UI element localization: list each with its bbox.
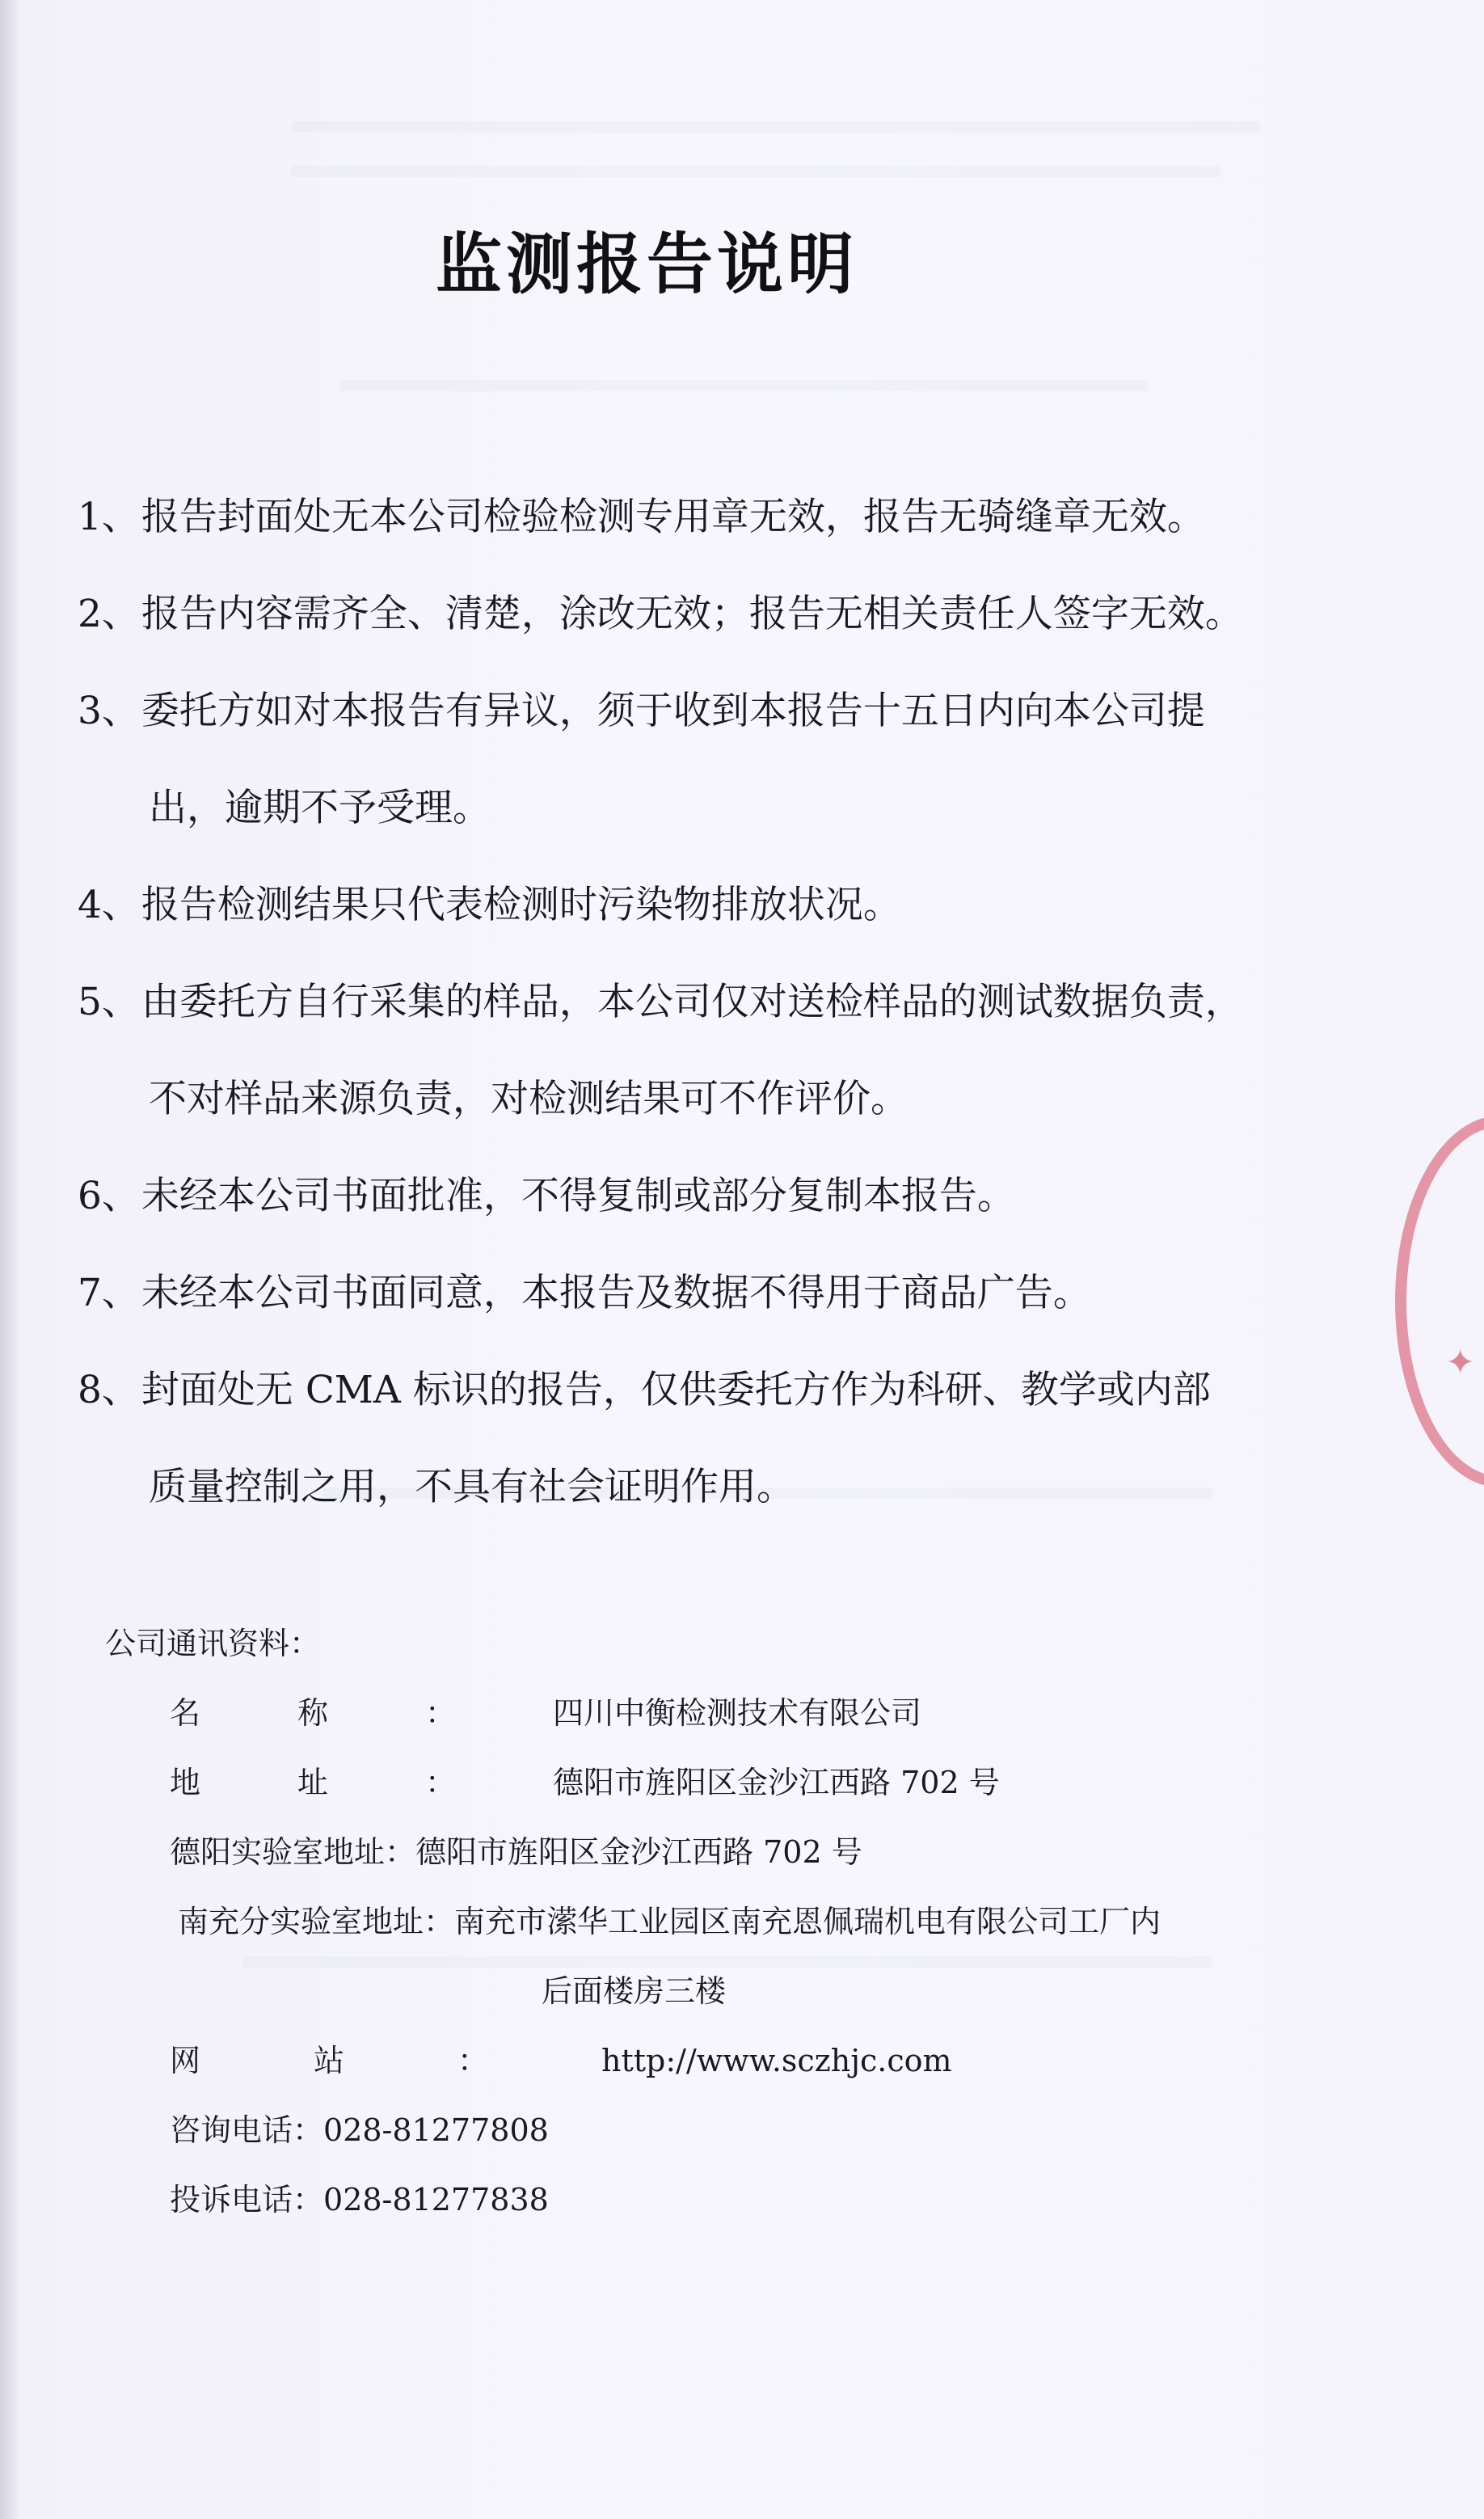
note-number: 8、 xyxy=(78,1368,140,1412)
contact-row-complaint xyxy=(105,2165,1161,2234)
note-text: 报告内容需齐全、清楚，涂改无效；报告无相关责任人签字无效。 xyxy=(141,592,1243,636)
show-through-line xyxy=(291,121,1261,133)
address-label: 地址： xyxy=(170,1765,554,1800)
note-text: 委托方如对本报告有异议，须于收到本报告十五日内向本公司提 xyxy=(141,689,1205,733)
complaint-phone-label: 投诉电话： xyxy=(170,2182,324,2217)
contact-row-website xyxy=(105,2026,1161,2095)
note-text: 未经本公司书面批准，不得复制或部分复制本报告。 xyxy=(141,1174,1015,1218)
nanchong-lab-address: 南充市潆华工业园区南充恩佩瑞机电有限公司工厂内 xyxy=(454,1904,1161,1939)
company-address: 德阳市旌阳区金沙江西路 702 号 xyxy=(553,1765,1000,1800)
company-name: 四川中衡检测技术有限公司 xyxy=(553,1695,922,1731)
consult-phone: 028-81277808 xyxy=(323,2112,549,2148)
contact-heading: 公司通讯资料： xyxy=(105,1626,321,1661)
contact-row-consult xyxy=(105,2095,1161,2165)
seal-fragment-icon: ✦ xyxy=(1440,1342,1481,1383)
consult-phone-label: 咨询电话： xyxy=(170,2112,324,2148)
website-label: 网站： xyxy=(170,2043,602,2078)
complaint-phone: 028-81277838 xyxy=(323,2182,549,2217)
note-text: 报告检测结果只代表检测时污染物排放状况。 xyxy=(141,883,901,927)
note-number: 4、 xyxy=(78,883,140,927)
company-name-label: 名称： xyxy=(170,1695,554,1731)
contact-row-deyang-lab xyxy=(105,1817,1161,1887)
note-item xyxy=(78,1148,1274,1245)
page-title: 监测报告说明 xyxy=(435,226,858,303)
note-number: 2、 xyxy=(78,592,140,636)
company-contact-section xyxy=(105,1609,1161,2234)
deyang-lab-label: 德阳实验室地址： xyxy=(170,1834,416,1870)
nanchong-lab-label: 南充分实验室地址： xyxy=(178,1904,455,1939)
note-number: 3、 xyxy=(78,689,140,733)
note-number: 1、 xyxy=(78,495,140,539)
note-text: 未经本公司书面同意，本报告及数据不得用于商品广告。 xyxy=(141,1271,1091,1315)
note-text: 由委托方自行采集的样品，本公司仅对送检样品的测试数据负责， xyxy=(141,980,1243,1024)
note-number: 5、 xyxy=(78,980,140,1024)
note-item xyxy=(78,663,1274,857)
note-item xyxy=(78,566,1274,663)
note-item xyxy=(78,469,1274,566)
show-through-line xyxy=(339,380,1148,391)
note-text: 报告封面处无本公司检验检测专用章无效，报告无骑缝章无效。 xyxy=(141,495,1205,539)
note-item xyxy=(78,954,1274,1148)
note-continuation: 质量控制之用，不具有社会证明作用。 xyxy=(149,1465,795,1509)
note-item xyxy=(78,1342,1274,1536)
note-item xyxy=(78,857,1274,954)
show-through-line xyxy=(291,166,1221,177)
note-item xyxy=(78,1245,1274,1342)
note-text: 封面处无 CMA 标识的报告，仅供委托方作为科研、教学或内部 xyxy=(141,1368,1211,1412)
note-number: 7、 xyxy=(78,1271,140,1315)
website-url[interactable]: http://www.sczhjc.com xyxy=(601,2043,952,2078)
deyang-lab-address: 德阳市旌阳区金沙江西路 702 号 xyxy=(415,1834,862,1870)
report-notes-list xyxy=(78,469,1274,1536)
contact-row-nanchong-lab xyxy=(105,1887,1161,2026)
note-number: 6、 xyxy=(78,1174,140,1218)
note-continuation: 出，逾期不予受理。 xyxy=(149,786,491,830)
page-edge-shadow xyxy=(0,0,21,2519)
contact-row-name xyxy=(105,1678,1161,1748)
contact-row-address xyxy=(105,1748,1161,1817)
partial-company-seal xyxy=(1395,1116,1484,1487)
nanchong-lab-address-continuation: 后面楼房三楼 xyxy=(542,1973,727,2009)
note-continuation: 不对样品来源负责，对检测结果可不作评价。 xyxy=(149,1077,909,1121)
